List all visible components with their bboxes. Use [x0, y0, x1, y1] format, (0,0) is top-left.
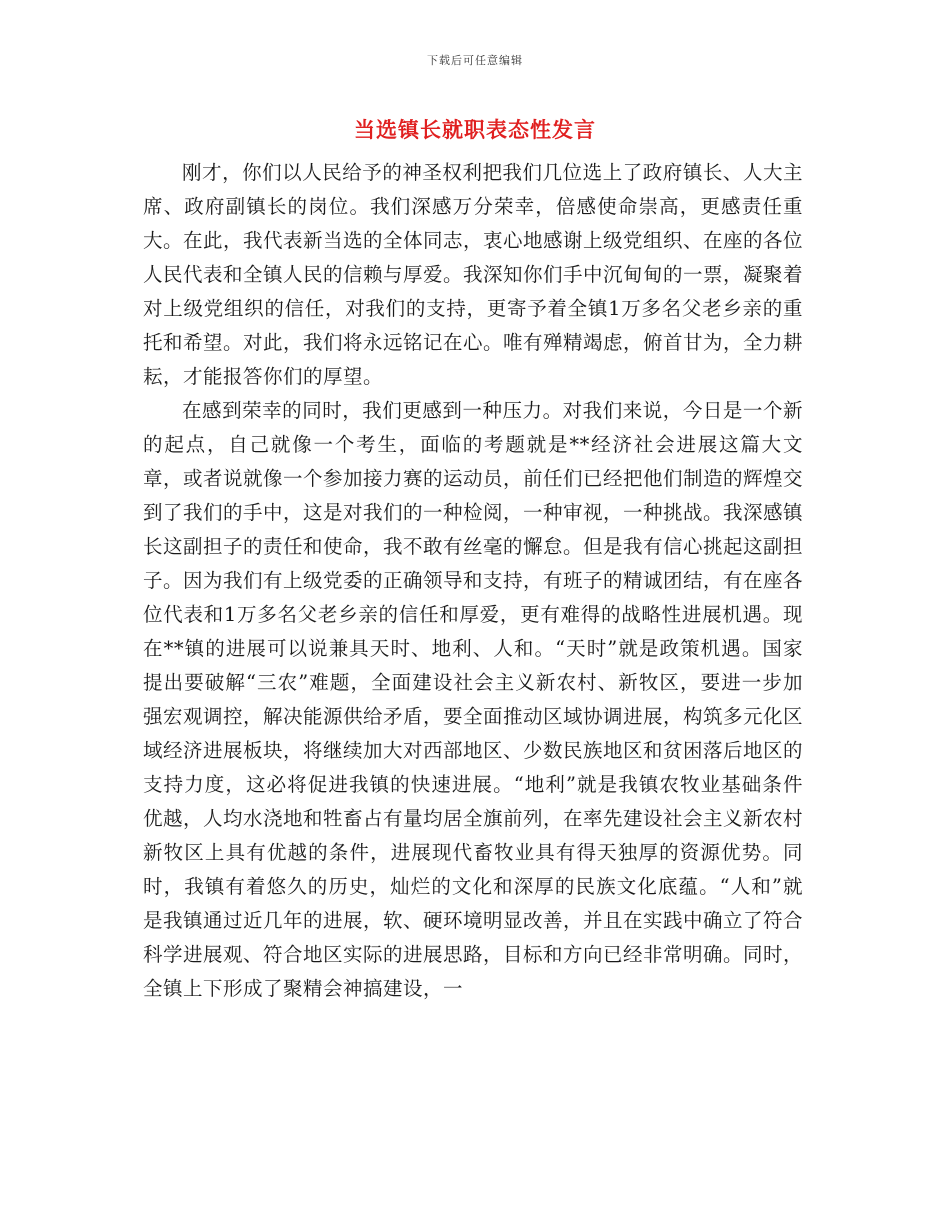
document-body [143, 156, 803, 1006]
page-title: 当选镇长就职表态性发言 [354, 117, 596, 142]
header-note: 下载后可任意编辑 [427, 54, 523, 67]
paragraph-2: 在感到荣幸的同时，我们更感到一种压力。对我们来说，今日是一个新的起点，自己就像一个考生，面临的考题就是**经济社会进展这篇大文章，或者说就像一个参加接力赛的运动员，前任们已经把他们制造的辉煌交到了我们的手中，这是对我们的一种检阅，一种审视，一种挑战。我深感镇长这副担子的责任和使命，我不敢有丝毫的懈怠。但是我有信心挑起这副担子。因为我们有上级党委的正确领导和支持，有班子的精诚团结，有在座各位代表和1万多名父老乡亲的信任和厚爱，更有难得的战略性进展机遇。现在**镇的进展可以说兼具天时、地利、人和。“天时”就是政策机遇。国家提出要破解“三农”难题，全面建设社会主义新农村、新牧区，要进一步加强宏观调控，解决能源供给矛盾，要全面推动区域协调进展，构筑多元化区域经济进展板块，将继续加大对西部地区、少数民族地区和贫困落后地区的支持力度，这必将促进我镇的快速进展。“地利”就是我镇农牧业基础条件优越，人均水浇地和牲畜占有量均居全旗前列，在率先建设社会主义新农村新牧区上具有优越的条件，进展现代畜牧业具有得天独厚的资源优势。同时，我镇有着悠久的历史，灿烂的文化和深厚的民族文化底蕴。“人和”就是我镇通过近几年的进展，软、硬环境明显改善，并且在实践中确立了符合科学进展观、符合地区实际的进展思路，目标和方向已经非常明确。同时，全镇上下形成了聚精会神搞建设，一 [143, 399, 804, 1000]
paragraph-1: 刚才，你们以人民给予的神圣权利把我们几位选上了政府镇长、人大主席、政府副镇长的岗位。我们深感万分荣幸，倍感使命崇高，更感责任重大。在此，我代表新当选的全体同志，衷心地感谢上级党组织、在座的各位人民代表和全镇人民的信赖与厚爱。我深知你们手中沉甸甸的一票，凝聚着对上级党组织的信任，对我们的支持，更寄予着全镇1万多名父老乡亲的重托和希望。对此，我们将永远铭记在心。唯有殚精竭虑，俯首甘为，全力耕耘，才能报答你们的厚望。 [143, 161, 804, 388]
